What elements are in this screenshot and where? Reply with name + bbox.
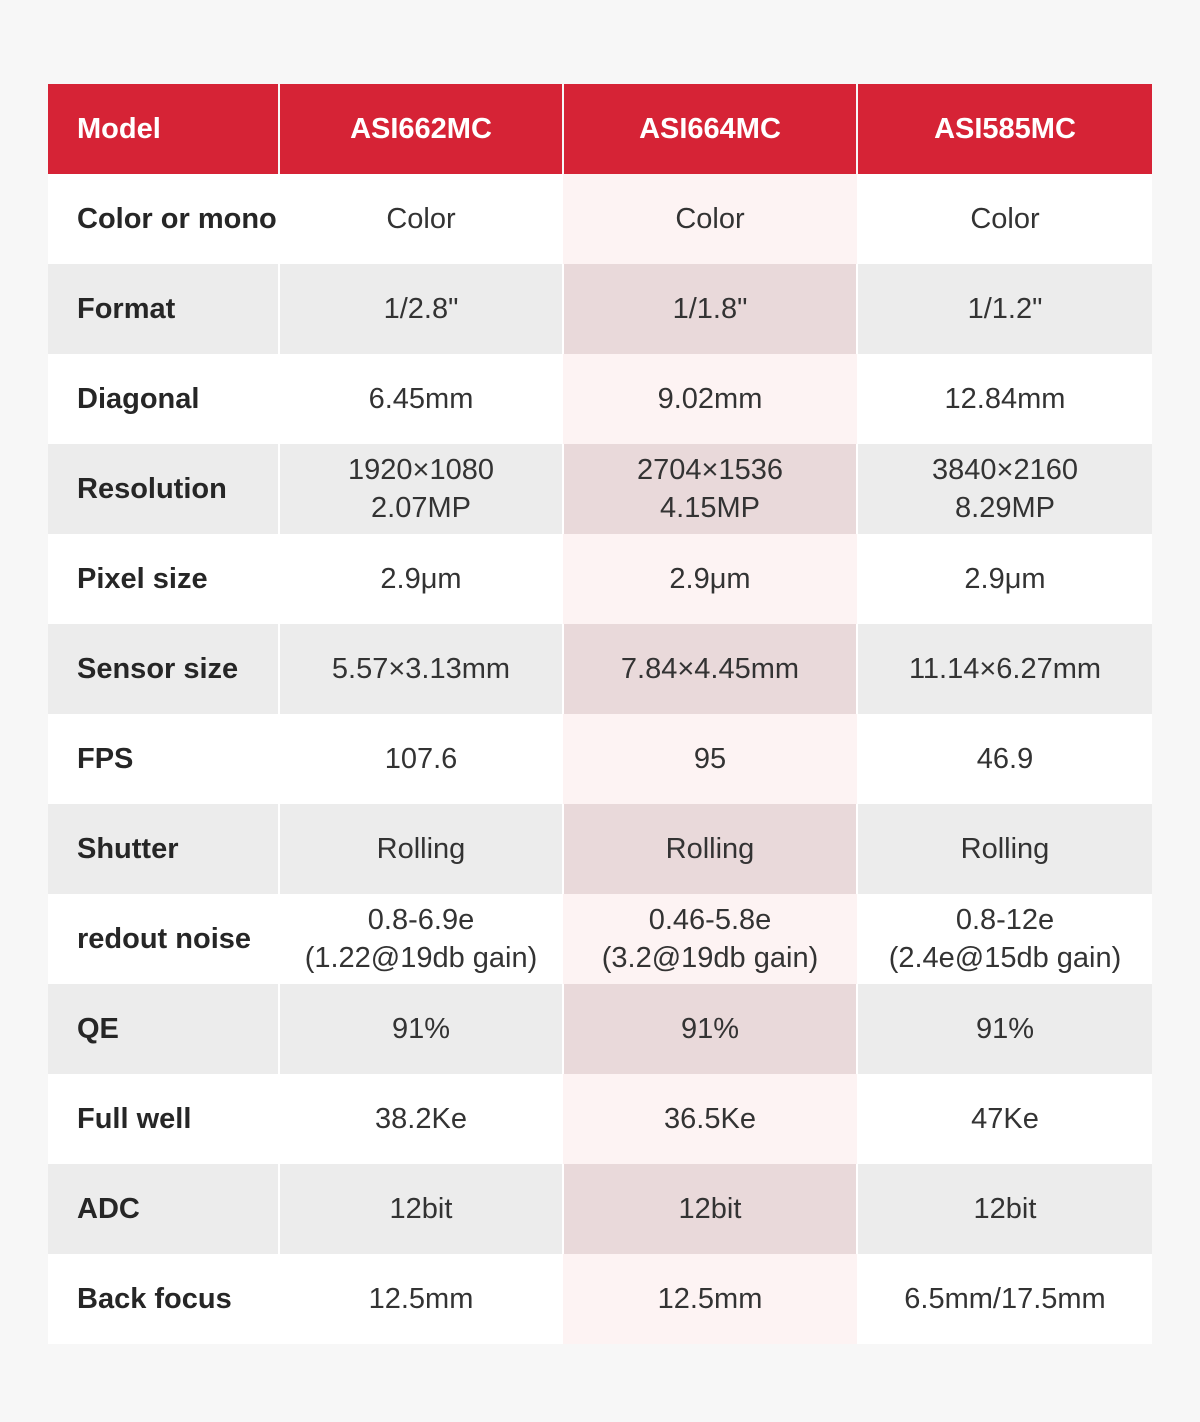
spec-cell bbox=[563, 264, 857, 354]
row-label: Sensor size bbox=[48, 624, 279, 714]
spec-cell bbox=[857, 804, 1152, 894]
spec-value: 38.2Ke bbox=[375, 1103, 467, 1135]
table-row bbox=[48, 624, 1152, 714]
spec-cell bbox=[279, 1254, 563, 1344]
spec-cell bbox=[563, 1164, 857, 1254]
spec-cell bbox=[279, 984, 563, 1074]
spec-value: 2.07MP bbox=[371, 492, 471, 524]
spec-cell bbox=[563, 1254, 857, 1344]
spec-cell bbox=[857, 264, 1152, 354]
spec-cell bbox=[279, 534, 563, 624]
row-label: QE bbox=[48, 984, 279, 1074]
spec-cell bbox=[563, 714, 857, 804]
spec-value: 6.5mm/17.5mm bbox=[904, 1283, 1106, 1315]
row-label: ADC bbox=[48, 1164, 279, 1254]
spec-value: 0.8-6.9e bbox=[367, 904, 475, 936]
spec-cell bbox=[279, 1164, 563, 1254]
spec-cell bbox=[279, 714, 563, 804]
table-row bbox=[48, 354, 1152, 444]
spec-cell bbox=[279, 444, 563, 534]
spec-comparison-table bbox=[48, 84, 1152, 1344]
spec-value: 0.46-5.8e bbox=[648, 904, 772, 936]
spec-cell bbox=[563, 894, 857, 984]
spec-cell bbox=[279, 354, 563, 444]
table-row bbox=[48, 534, 1152, 624]
table-body bbox=[48, 174, 1152, 1344]
spec-value: 1920×1080 bbox=[348, 454, 494, 486]
row-label: Pixel size bbox=[48, 534, 279, 624]
spec-value: 3840×2160 bbox=[932, 454, 1078, 486]
spec-value: 2704×1536 bbox=[637, 454, 783, 486]
spec-value: 91% bbox=[391, 1013, 451, 1045]
row-label: Color or mono bbox=[48, 174, 279, 264]
row-label: Diagonal bbox=[48, 354, 279, 444]
spec-value: Rolling bbox=[665, 833, 755, 865]
row-label: Full well bbox=[48, 1074, 279, 1164]
spec-value: 8.29MP bbox=[955, 492, 1055, 524]
spec-cell bbox=[857, 354, 1152, 444]
spec-value: 4.15MP bbox=[660, 492, 760, 524]
spec-cell bbox=[857, 984, 1152, 1074]
spec-value: 107.6 bbox=[384, 743, 458, 775]
spec-cell bbox=[563, 624, 857, 714]
spec-cell bbox=[857, 1074, 1152, 1164]
spec-value: 12.5mm bbox=[368, 1283, 474, 1315]
row-label: Back focus bbox=[48, 1254, 279, 1344]
spec-value: (3.2@19db gain) bbox=[601, 942, 819, 974]
spec-value: 95 bbox=[693, 743, 727, 775]
spec-value: 12bit bbox=[973, 1193, 1037, 1225]
spec-cell bbox=[857, 894, 1152, 984]
spec-cell bbox=[563, 174, 857, 264]
spec-cell bbox=[279, 174, 563, 264]
spec-value: 47Ke bbox=[971, 1103, 1039, 1135]
table-row bbox=[48, 1074, 1152, 1164]
spec-value: 12bit bbox=[389, 1193, 453, 1225]
spec-value: 46.9 bbox=[976, 743, 1034, 775]
header-model-asi662mc: ASI662MC bbox=[279, 84, 563, 174]
spec-value: Color bbox=[386, 203, 456, 235]
spec-cell bbox=[563, 354, 857, 444]
spec-cell bbox=[279, 624, 563, 714]
spec-cell bbox=[279, 1074, 563, 1164]
header-label-model: Model bbox=[48, 84, 279, 174]
spec-cell bbox=[563, 534, 857, 624]
spec-cell bbox=[563, 804, 857, 894]
spec-value: (2.4e@15db gain) bbox=[888, 942, 1122, 974]
table-row bbox=[48, 174, 1152, 264]
table-row bbox=[48, 1164, 1152, 1254]
spec-value: 2.9μm bbox=[669, 563, 751, 595]
spec-value: Rolling bbox=[960, 833, 1050, 865]
table-row bbox=[48, 714, 1152, 804]
spec-value: 12bit bbox=[678, 1193, 742, 1225]
table-row bbox=[48, 444, 1152, 534]
spec-value: Rolling bbox=[376, 833, 466, 865]
table-row bbox=[48, 1254, 1152, 1344]
spec-cell bbox=[857, 534, 1152, 624]
table-row bbox=[48, 264, 1152, 354]
spec-cell bbox=[279, 264, 563, 354]
spec-value: 12.84mm bbox=[944, 383, 1066, 415]
row-label: Resolution bbox=[48, 444, 279, 534]
spec-cell bbox=[857, 714, 1152, 804]
spec-cell bbox=[279, 894, 563, 984]
spec-value: 0.8-12e bbox=[955, 904, 1055, 936]
spec-value: (1.22@19db gain) bbox=[304, 942, 538, 974]
spec-value: 91% bbox=[975, 1013, 1035, 1045]
table-row bbox=[48, 894, 1152, 984]
spec-cell bbox=[563, 1074, 857, 1164]
row-label: FPS bbox=[48, 714, 279, 804]
row-label: redout noise bbox=[48, 894, 279, 984]
spec-value: 1/1.8" bbox=[672, 293, 748, 325]
row-label: Format bbox=[48, 264, 279, 354]
spec-value: Color bbox=[970, 203, 1040, 235]
spec-value: 2.9μm bbox=[380, 563, 462, 595]
spec-cell bbox=[857, 444, 1152, 534]
spec-cell bbox=[857, 174, 1152, 264]
spec-value: 6.45mm bbox=[368, 383, 474, 415]
spec-cell bbox=[563, 444, 857, 534]
row-label: Shutter bbox=[48, 804, 279, 894]
spec-value: 36.5Ke bbox=[664, 1103, 756, 1135]
header-row bbox=[48, 84, 1152, 174]
spec-value: 5.57×3.13mm bbox=[331, 653, 511, 685]
spec-cell bbox=[857, 1254, 1152, 1344]
spec-value: 12.5mm bbox=[657, 1283, 763, 1315]
spec-cell bbox=[279, 804, 563, 894]
spec-value: Color bbox=[675, 203, 745, 235]
spec-value: 11.14×6.27mm bbox=[908, 653, 1102, 685]
spec-value: 91% bbox=[680, 1013, 740, 1045]
table-header bbox=[48, 84, 1152, 174]
spec-value: 7.84×4.45mm bbox=[620, 653, 800, 685]
table-row bbox=[48, 804, 1152, 894]
spec-cell bbox=[857, 1164, 1152, 1254]
table-row bbox=[48, 984, 1152, 1074]
spec-cell bbox=[857, 624, 1152, 714]
spec-value: 1/2.8" bbox=[383, 293, 459, 325]
spec-value: 1/1.2" bbox=[967, 293, 1043, 325]
header-model-asi664mc: ASI664MC bbox=[563, 84, 857, 174]
spec-cell bbox=[563, 984, 857, 1074]
spec-value: 9.02mm bbox=[657, 383, 763, 415]
header-model-asi585mc: ASI585MC bbox=[857, 84, 1152, 174]
spec-value: 2.9μm bbox=[964, 563, 1046, 595]
